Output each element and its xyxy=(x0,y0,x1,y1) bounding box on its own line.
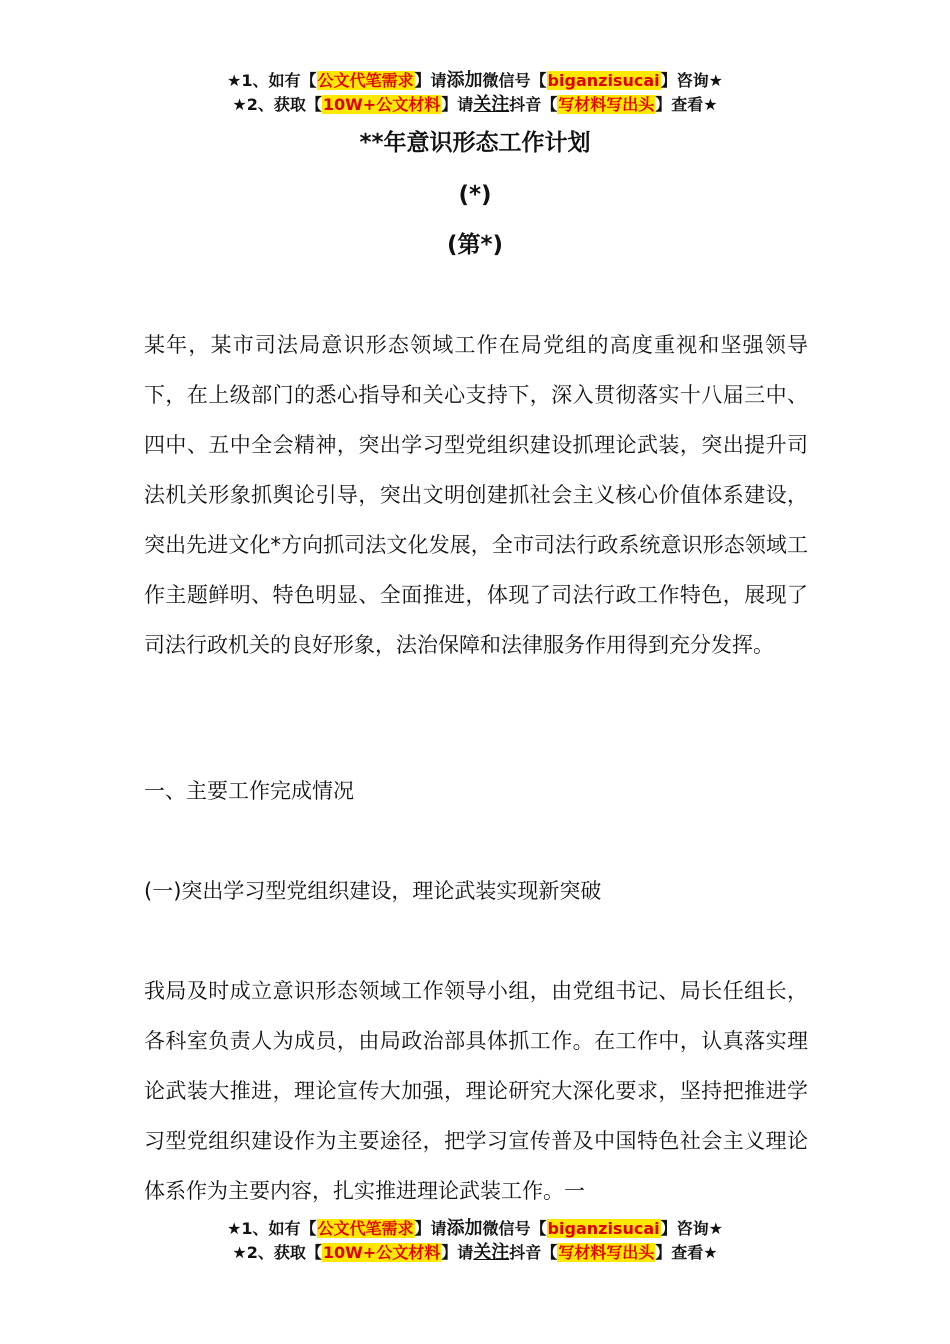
banner-highlight: 公文代笔需求 xyxy=(317,71,414,90)
banner-text: 】咨询★ xyxy=(660,1219,723,1238)
document-subtitle: (*) xyxy=(458,182,492,208)
banner-text: 】咨询★ xyxy=(660,71,723,90)
banner-text: 微信号【 xyxy=(482,1219,547,1238)
banner-highlight: 公文代笔需求 xyxy=(317,1219,414,1238)
banner-highlight: 10W+公文材料 xyxy=(322,95,441,114)
banner-text: ★1、如有【 xyxy=(227,1219,317,1238)
banner-highlight: 写材料写出头 xyxy=(558,1243,655,1262)
banner-text: 微信号【 xyxy=(482,71,547,90)
banner-text: 抖音【 xyxy=(509,1243,558,1262)
banner-text: 】请 xyxy=(441,95,474,114)
banner-highlight: 10W+公文材料 xyxy=(322,1243,441,1262)
banner-text: 】查看★ xyxy=(655,95,718,114)
body-paragraph: 某年，某市司法局意识形态领域工作在局党组的高度重视和坚强领导下，在上级部门的悉心指导和关心支持下，深入贯彻落实十八届三中、四中、五中全会精神，突出学习型党组织建设抓理论武装，突出提升司法机关形象抓舆论引导，突出文明创建抓社会主义核心价值体系建设，突出先进文化*方向抓司法文化发展，全市司法行政系统意识形态领域工作主题鲜明、特色明显、全面推进，体现了司法行政工作特色，展现了司法行政机关的良好形象，法治保障和法律服务作用得到充分发挥。 xyxy=(144,333,808,657)
banner-emphasis: 关注 xyxy=(473,94,510,115)
banner-text: 抖音【 xyxy=(509,95,558,114)
banner-emphasis: 添加 xyxy=(446,1218,483,1239)
banner-line-2 xyxy=(0,93,950,117)
banner-text: ★2、获取【 xyxy=(232,95,322,114)
banner-text: 】请 xyxy=(414,1219,447,1238)
footer-banner xyxy=(0,1217,950,1265)
document-subtitle-issue: (第*) xyxy=(446,232,504,258)
banner-highlight: biganzisucai xyxy=(547,1219,660,1238)
banner-highlight: biganzisucai xyxy=(547,71,660,90)
banner-text: 】查看★ xyxy=(655,1243,718,1262)
banner-emphasis: 添加 xyxy=(446,70,483,91)
banner-line-1 xyxy=(0,69,950,93)
banner-text: ★2、获取【 xyxy=(232,1243,322,1262)
banner-line-2 xyxy=(0,1241,950,1265)
banner-highlight: 写材料写出头 xyxy=(558,95,655,114)
banner-emphasis: 关注 xyxy=(473,1242,510,1263)
section-heading: 一、主要工作完成情况 xyxy=(144,779,354,803)
document-title: **年意识形态工作计划 xyxy=(359,130,591,156)
banner-text: ★1、如有【 xyxy=(227,71,317,90)
banner-line-1 xyxy=(0,1217,950,1241)
body-paragraph: 我局及时成立意识形态领域工作领导小组，由党组书记、局长任组长，各科室负责人为成员，由局政治部具体抓工作。在工作中，认真落实理论武装大推进，理论宣传大加强，理论研究大深化要求，坚持把推进学习型党组织建设作为主要途径，把学习宣传普及中国特色社会主义理论体系作为主要内容，扎实推进理论武装工作。一 xyxy=(144,979,808,1203)
banner-text: 】请 xyxy=(414,71,447,90)
header-banner xyxy=(0,69,950,117)
banner-text: 】请 xyxy=(441,1243,474,1262)
subsection-heading: (一)突出学习型党组织建设，理论武装实现新突破 xyxy=(144,879,602,903)
